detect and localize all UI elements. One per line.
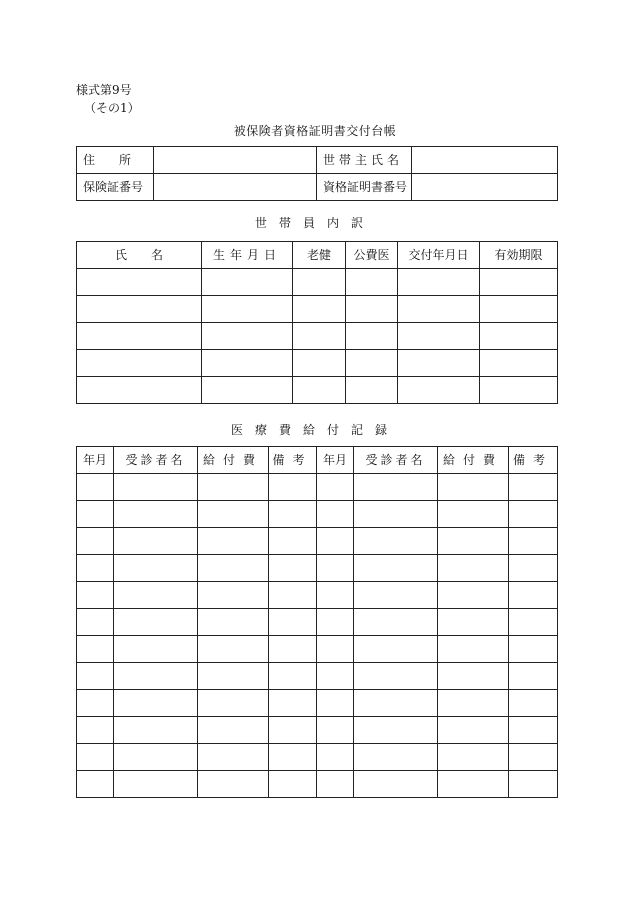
records-cell[interactable] bbox=[77, 555, 114, 582]
records-cell[interactable] bbox=[269, 555, 317, 582]
records-row bbox=[77, 771, 558, 798]
records-cell[interactable] bbox=[77, 609, 114, 636]
members-cell[interactable] bbox=[346, 323, 398, 350]
records-cell[interactable] bbox=[198, 717, 269, 744]
records-cell[interactable] bbox=[77, 663, 114, 690]
records-cell[interactable] bbox=[509, 474, 558, 501]
records-cell[interactable] bbox=[77, 690, 114, 717]
records-cell[interactable] bbox=[77, 474, 114, 501]
members-col-elderly: 老健 bbox=[293, 242, 346, 269]
records-cell[interactable] bbox=[317, 663, 354, 690]
records-cell[interactable] bbox=[77, 501, 114, 528]
records-cell[interactable] bbox=[354, 717, 438, 744]
records-cell[interactable] bbox=[509, 663, 558, 690]
info-table bbox=[76, 146, 558, 201]
members-cell[interactable] bbox=[398, 377, 480, 404]
members-col-name: 氏 名 bbox=[77, 242, 202, 269]
records-cell[interactable] bbox=[438, 582, 509, 609]
records-row bbox=[77, 474, 558, 501]
certificate-number-label-cell bbox=[317, 174, 412, 201]
members-col-birthdate: 生年月日 bbox=[202, 242, 293, 269]
records-cell[interactable] bbox=[198, 609, 269, 636]
records-cell[interactable] bbox=[509, 555, 558, 582]
records-table bbox=[76, 446, 558, 798]
records-col-year-month-left: 年月 bbox=[77, 447, 114, 474]
members-cell[interactable] bbox=[293, 350, 346, 377]
members-cell[interactable] bbox=[202, 350, 293, 377]
members-cell[interactable] bbox=[77, 377, 202, 404]
records-cell[interactable] bbox=[354, 474, 438, 501]
members-cell[interactable] bbox=[202, 377, 293, 404]
members-cell[interactable] bbox=[77, 269, 202, 296]
records-cell[interactable] bbox=[438, 744, 509, 771]
members-col-public-medical: 公費医 bbox=[346, 242, 398, 269]
insurance-number-value-cell[interactable] bbox=[154, 174, 317, 201]
records-col-benefit-left: 給付費 bbox=[198, 447, 269, 474]
householder-label: 世帯主氏名 bbox=[323, 153, 404, 167]
records-cell[interactable] bbox=[509, 609, 558, 636]
members-cell[interactable] bbox=[293, 377, 346, 404]
form-sub-number: （その1） bbox=[84, 101, 140, 115]
address-label-cell bbox=[77, 147, 154, 174]
records-cell[interactable] bbox=[269, 717, 317, 744]
records-cell[interactable] bbox=[198, 555, 269, 582]
members-cell[interactable] bbox=[398, 269, 480, 296]
records-row bbox=[77, 717, 558, 744]
records-cell[interactable] bbox=[77, 636, 114, 663]
address-label bbox=[77, 153, 153, 167]
members-row bbox=[77, 296, 558, 323]
records-cell[interactable] bbox=[198, 528, 269, 555]
records-row bbox=[77, 528, 558, 555]
records-cell[interactable] bbox=[77, 717, 114, 744]
records-cell[interactable] bbox=[354, 609, 438, 636]
records-cell[interactable] bbox=[114, 474, 198, 501]
members-cell[interactable] bbox=[398, 296, 480, 323]
records-cell[interactable] bbox=[438, 636, 509, 663]
records-row bbox=[77, 663, 558, 690]
records-cell[interactable] bbox=[509, 690, 558, 717]
members-cell[interactable] bbox=[480, 323, 558, 350]
members-section-title: 世帯員内訳 bbox=[254, 216, 375, 230]
members-cell[interactable] bbox=[480, 377, 558, 404]
records-cell[interactable] bbox=[438, 771, 509, 798]
records-cell[interactable] bbox=[269, 609, 317, 636]
records-cell[interactable] bbox=[509, 582, 558, 609]
members-row bbox=[77, 269, 558, 296]
records-cell[interactable] bbox=[354, 582, 438, 609]
records-cell[interactable] bbox=[509, 771, 558, 798]
records-cell[interactable] bbox=[354, 636, 438, 663]
records-cell[interactable] bbox=[269, 474, 317, 501]
records-cell[interactable] bbox=[317, 717, 354, 744]
records-row bbox=[77, 744, 558, 771]
records-col-patient-right: 受診者名 bbox=[354, 447, 438, 474]
records-cell[interactable] bbox=[269, 690, 317, 717]
members-row bbox=[77, 350, 558, 377]
records-col-remarks-left: 備考 bbox=[269, 447, 317, 474]
records-cell[interactable] bbox=[354, 555, 438, 582]
records-cell[interactable] bbox=[198, 474, 269, 501]
records-cell[interactable] bbox=[269, 744, 317, 771]
records-cell[interactable] bbox=[198, 582, 269, 609]
records-cell[interactable] bbox=[77, 744, 114, 771]
members-cell[interactable] bbox=[77, 296, 202, 323]
records-cell[interactable] bbox=[269, 582, 317, 609]
records-cell[interactable] bbox=[317, 528, 354, 555]
records-cell[interactable] bbox=[198, 663, 269, 690]
records-cell[interactable] bbox=[354, 501, 438, 528]
records-cell[interactable] bbox=[317, 555, 354, 582]
members-cell[interactable] bbox=[293, 269, 346, 296]
records-cell[interactable] bbox=[77, 528, 114, 555]
records-cell[interactable] bbox=[269, 663, 317, 690]
form-number: 様式第9号 bbox=[76, 83, 132, 97]
records-row bbox=[77, 690, 558, 717]
records-cell[interactable] bbox=[438, 663, 509, 690]
records-col-remarks-right: 備考 bbox=[509, 447, 558, 474]
members-cell[interactable] bbox=[346, 350, 398, 377]
records-cell[interactable] bbox=[114, 771, 198, 798]
members-row bbox=[77, 377, 558, 404]
records-cell[interactable] bbox=[509, 717, 558, 744]
records-cell[interactable] bbox=[198, 744, 269, 771]
members-cell[interactable] bbox=[202, 296, 293, 323]
records-row bbox=[77, 555, 558, 582]
records-cell[interactable] bbox=[114, 636, 198, 663]
records-cell[interactable] bbox=[354, 744, 438, 771]
records-cell[interactable] bbox=[509, 744, 558, 771]
members-cell[interactable] bbox=[77, 350, 202, 377]
members-cell[interactable] bbox=[480, 350, 558, 377]
members-cell[interactable] bbox=[480, 269, 558, 296]
records-cell[interactable] bbox=[438, 609, 509, 636]
records-cell[interactable] bbox=[438, 528, 509, 555]
records-cell[interactable] bbox=[198, 771, 269, 798]
householder-label-cell bbox=[317, 147, 412, 174]
records-cell[interactable] bbox=[438, 555, 509, 582]
records-cell[interactable] bbox=[438, 717, 509, 744]
insurance-number-label: 保険証番号 bbox=[83, 180, 144, 194]
members-cell[interactable] bbox=[293, 323, 346, 350]
members-table bbox=[76, 241, 558, 404]
records-col-year-month-right: 年月 bbox=[317, 447, 354, 474]
records-cell[interactable] bbox=[438, 474, 509, 501]
records-cell[interactable] bbox=[317, 474, 354, 501]
records-cell[interactable] bbox=[77, 771, 114, 798]
records-cell[interactable] bbox=[317, 582, 354, 609]
insurance-number-label-cell bbox=[77, 174, 154, 201]
members-cell[interactable] bbox=[480, 296, 558, 323]
document-title: 被保険者資格証明書交付台帳 bbox=[233, 124, 397, 138]
records-cell[interactable] bbox=[509, 636, 558, 663]
members-cell[interactable] bbox=[346, 296, 398, 323]
members-cell[interactable] bbox=[346, 377, 398, 404]
address-label-char-1: 住 所 bbox=[83, 153, 132, 167]
records-row bbox=[77, 501, 558, 528]
records-cell[interactable] bbox=[269, 636, 317, 663]
info-row-1 bbox=[77, 147, 558, 174]
records-cell[interactable] bbox=[354, 690, 438, 717]
records-cell[interactable] bbox=[509, 501, 558, 528]
records-cell[interactable] bbox=[114, 690, 198, 717]
records-cell[interactable] bbox=[114, 555, 198, 582]
records-cell[interactable] bbox=[317, 609, 354, 636]
records-cell[interactable] bbox=[114, 609, 198, 636]
members-cell[interactable] bbox=[398, 350, 480, 377]
records-cell[interactable] bbox=[317, 744, 354, 771]
records-cell[interactable] bbox=[114, 744, 198, 771]
records-cell[interactable] bbox=[269, 501, 317, 528]
members-cell[interactable] bbox=[202, 269, 293, 296]
records-cell[interactable] bbox=[114, 582, 198, 609]
records-cell[interactable] bbox=[114, 663, 198, 690]
members-cell[interactable] bbox=[202, 323, 293, 350]
records-cell[interactable] bbox=[114, 528, 198, 555]
records-section-title: 医療費給付記録 bbox=[230, 423, 399, 437]
records-cell[interactable] bbox=[198, 690, 269, 717]
members-header-row bbox=[77, 242, 558, 269]
records-cell[interactable] bbox=[269, 771, 317, 798]
members-col-expiry: 有効期限 bbox=[480, 242, 558, 269]
records-header-row bbox=[77, 447, 558, 474]
records-cell[interactable] bbox=[198, 636, 269, 663]
records-cell[interactable] bbox=[354, 528, 438, 555]
records-cell[interactable] bbox=[438, 690, 509, 717]
records-col-benefit-right: 給付費 bbox=[438, 447, 509, 474]
records-row bbox=[77, 609, 558, 636]
records-cell[interactable] bbox=[509, 528, 558, 555]
members-cell[interactable] bbox=[293, 296, 346, 323]
members-row bbox=[77, 323, 558, 350]
members-cell[interactable] bbox=[77, 323, 202, 350]
records-cell[interactable] bbox=[317, 690, 354, 717]
members-cell[interactable] bbox=[398, 323, 480, 350]
records-cell[interactable] bbox=[198, 501, 269, 528]
certificate-number-label: 資格証明書番号 bbox=[323, 180, 408, 194]
records-cell[interactable] bbox=[77, 582, 114, 609]
address-value-cell[interactable] bbox=[154, 147, 317, 174]
records-cell[interactable] bbox=[317, 771, 354, 798]
records-col-patient-left: 受診者名 bbox=[114, 447, 198, 474]
certificate-number-value-cell[interactable] bbox=[412, 174, 558, 201]
records-cell[interactable] bbox=[269, 528, 317, 555]
members-col-issue-date: 交付年月日 bbox=[398, 242, 480, 269]
records-cell[interactable] bbox=[354, 663, 438, 690]
info-row-2 bbox=[77, 174, 558, 201]
records-cell[interactable] bbox=[354, 771, 438, 798]
householder-value-cell[interactable] bbox=[412, 147, 558, 174]
records-cell[interactable] bbox=[438, 501, 509, 528]
records-row bbox=[77, 582, 558, 609]
records-cell[interactable] bbox=[114, 501, 198, 528]
records-row bbox=[77, 636, 558, 663]
records-cell[interactable] bbox=[317, 501, 354, 528]
records-cell[interactable] bbox=[317, 636, 354, 663]
records-cell[interactable] bbox=[114, 717, 198, 744]
members-cell[interactable] bbox=[346, 269, 398, 296]
